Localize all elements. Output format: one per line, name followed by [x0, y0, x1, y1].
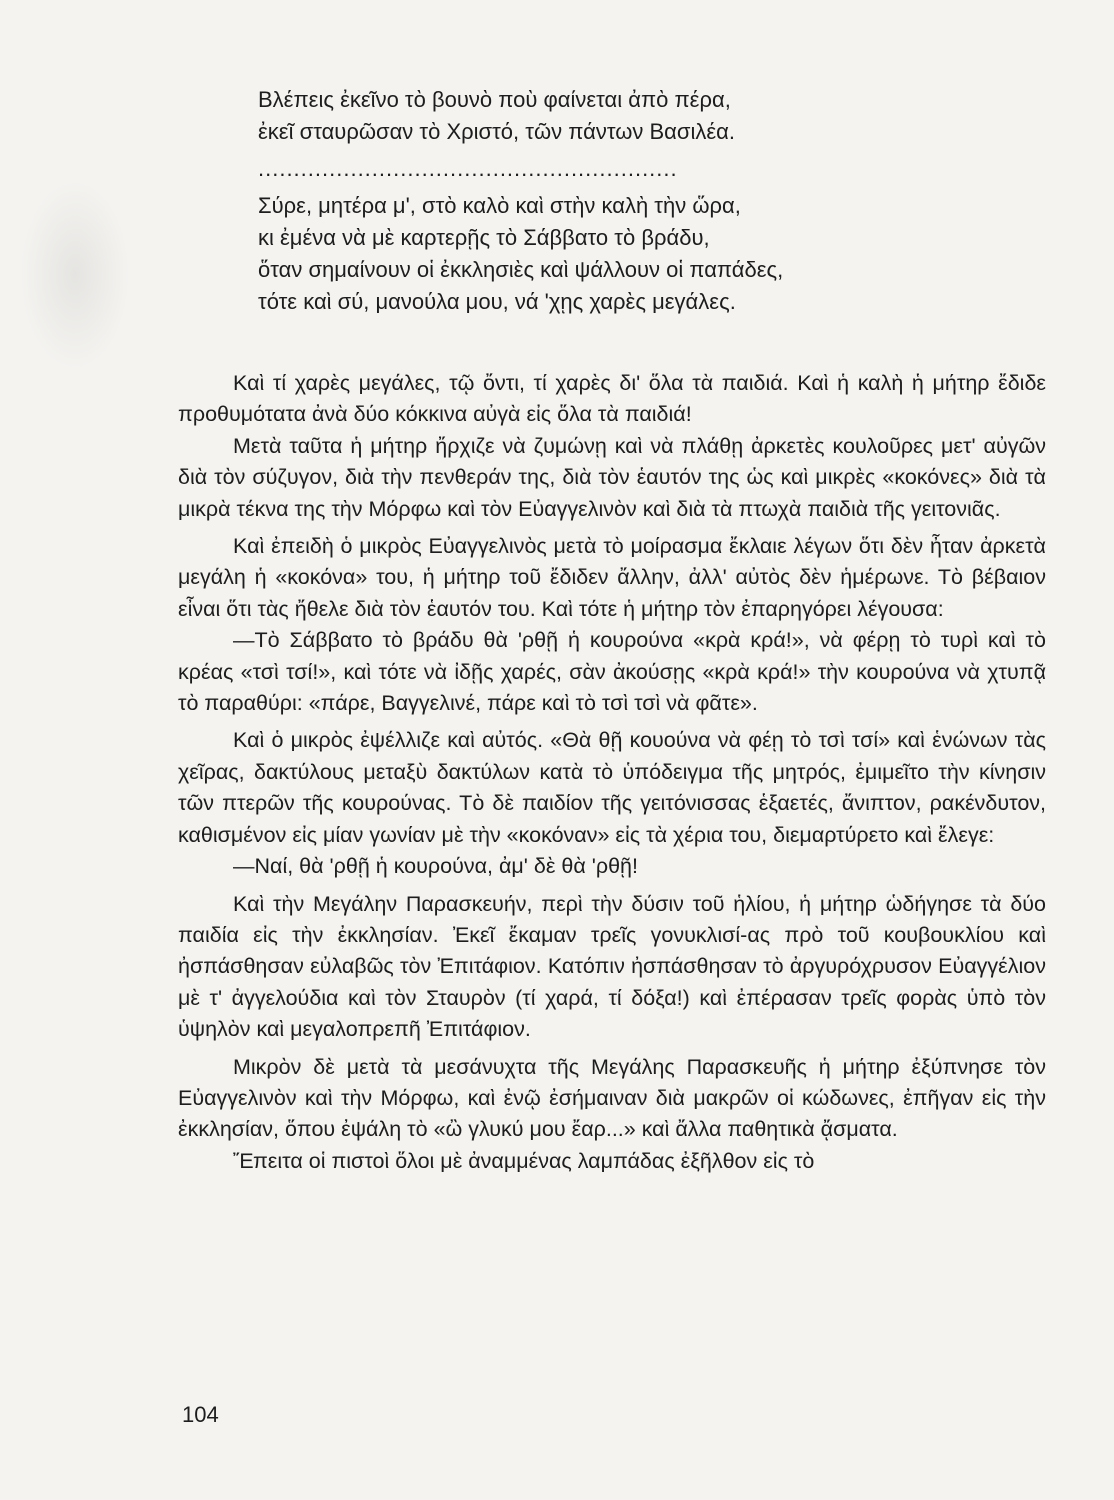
paragraph-5: Καὶ ὁ μικρὸς ἐψέλλιζε καὶ αὐτός. «Θὰ θῇ κουούνα νὰ φέῃ τὸ τσὶ τσί» καὶ ἑνώνων τὰς χεῖρας, δακτύλους μεταξὺ δακτύλων κατὰ τὸ ὑπόδειγμα τῆς μητρός, ἐμιμεῖτο τὴν κίνησιν τῶν πτερῶν τῆς κουρούνας. Τὸ δὲ παιδίον τῆς γειτόνισσας ἑξαετές, ἄνιπτον, ρακένδυτον, καθισμένον εἰς μίαν γωνίαν μὲ τὴν «κοκόναν» εἰς τὰ χέρια του, διεμαρτύρετο καὶ ἔλεγε:	[178, 728, 1046, 847]
verse-separator: ...........................................................	[258, 156, 678, 181]
paragraph-2: Μετὰ ταῦτα ἡ μήτηρ ἤρχιζε νὰ ζυμώνῃ καὶ νὰ πλάθῃ ἀρκετὲς κουλοῦρες μετ' αὐγῶν διὰ τὸν σύζυγον, διὰ τὴν πενθεράν της, διὰ τὸν ἑαυτόν της ὡς καὶ μικρὲς «κοκόνες» διὰ τὰ μικρὰ τέκνα της τὴν Μόρφω καὶ τὸν Εὐαγγελινὸν καὶ διὰ τὰ πτωχὰ παιδιὰ τῆς γειτονιᾶς.	[178, 433, 1046, 521]
verse-line-4: κι ἐμένα νὰ μὲ καρτερῇς τὸ Σάββατο τὸ βράδυ,	[258, 225, 710, 250]
verse-line-6: τότε καὶ σύ, μανούλα μου, νά 'χῃς χαρὲς μεγάλες.	[258, 289, 736, 314]
paragraph-4: —Τὸ Σάββατο τὸ βράδυ θὰ 'ρθῇ ἡ κουρούνα «κρὰ κρά!», νὰ φέρῃ τὸ τυρὶ καὶ τὸ κρέας «τσὶ τσί!», καὶ τότε νὰ ἰδῇς χαρές, σὰν ἀκούσῃς «κρὰ κρά!» τὴν κουρούνα νὰ χτυπᾷ τὸ παραθύρι: «πάρε, Βαγγελινέ, πάρε καὶ τὸ τσὶ τσὶ νὰ φᾶτε».	[178, 628, 1046, 716]
prose-body	[178, 368, 1046, 1177]
paragraph-6: —Ναί, θὰ 'ρθῇ ἡ κουρούνα, ἀμ' δὲ θὰ 'ρθῇ!	[233, 854, 638, 879]
margin-smudge	[20, 180, 130, 370]
paragraph-9: Ἔπειτα οἱ πιστοὶ ὅλοι μὲ ἀναμμένας λαμπάδας ἐξῆλθον εἰς τὸ	[233, 1148, 815, 1173]
page-number: 104	[182, 1402, 219, 1427]
paragraph-1: Καὶ τί χαρὲς μεγάλες, τῷ ὄντι, τί χαρὲς δι' ὅλα τὰ παιδιά. Καὶ ἡ καλὴ ἡ μήτηρ ἔδιδε προθυμότατα ἀνὰ δύο κόκκινα αὐγὰ εἰς ὅλα τὰ παιδιά!	[178, 371, 1046, 427]
verse-line-3: Σύρε, μητέρα μ', στὸ καλὸ καὶ στὴν καλὴ τὴν ὥρα,	[258, 193, 741, 218]
paragraph-7: Καὶ τὴν Μεγάλην Παρασκευήν, περὶ τὴν δύσιν τοῦ ἡλίου, ἡ μήτηρ ὡδήγησε τὰ δύο παιδία εἰς τὴν ἐκκλησίαν. Ἐκεῖ ἔκαμαν τρεῖς γονυκλισί-ας πρὸ τοῦ κουβουκλίου καὶ ἠσπάσθησαν εὐλαβῶς τὸν Ἐπιτάφιον. Κατόπιν ἠσπάσθησαν τὸ ἀργυρόχρυσον Εὐαγγέλιον μὲ τ' ἀγγελούδια καὶ τὸν Σταυρὸν (τί χαρά, τί δόξα!) καὶ ἐπέρασαν τρεῖς φορὰς ὑπὸ τὸν ὑψηλὸν καὶ μεγαλοπρεπῆ Ἐπιτάφιον.	[178, 891, 1046, 1042]
paragraph-3: Καὶ ἐπειδὴ ὁ μικρὸς Εὐαγγελινὸς μετὰ τὸ μοίρασμα ἔκλαιε λέγων ὅτι δὲν ἦταν ἀρκετὰ μεγάλη ἡ «κοκόνα» του, ἡ μήτηρ τοῦ ἔδιδεν ἄλλην, ἀλλ' αὐτὸς δὲν ἡμέρωνε. Τὸ βέβαιον εἶναι ὅτι τὰς ἤθελε διὰ τὸν ἑαυτόν του. Καὶ τότε ἡ μήτηρ τὸν ἐπαρηγόρει λέγουσα:	[178, 534, 1046, 621]
verse-line-5: ὅταν σημαίνουν οἱ ἐκκλησιὲς καὶ ψάλλουν οἱ παπάδες,	[258, 257, 784, 282]
verse-line-1: Βλέπεις ἐκεῖνο τὸ βουνὸ ποὺ φαίνεται ἀπὸ πέρα,	[258, 87, 731, 112]
verse-line-2: ἐκεῖ σταυρῶσαν τὸ Χριστό, τῶν πάντων Βασιλέα.	[258, 119, 735, 144]
paragraph-8: Μικρὸν δὲ μετὰ τὰ μεσάνυχτα τῆς Μεγάλης Παρασκευῆς ἡ μήτηρ ἐξύπνησε τὸν Εὐαγγελινὸν καὶ τὴν Μόρφω, καὶ ἐνῷ ἐσήμαιναν διὰ μακρῶν οἱ κώδωνες, ἐπῆγαν εἰς τὴν ἐκκλησίαν, ὅπου ἐψάλη τὸ «ὢ γλυκύ μου ἔαρ...» καὶ ἄλλα παθητικὰ ᾄσματα.	[178, 1054, 1046, 1142]
